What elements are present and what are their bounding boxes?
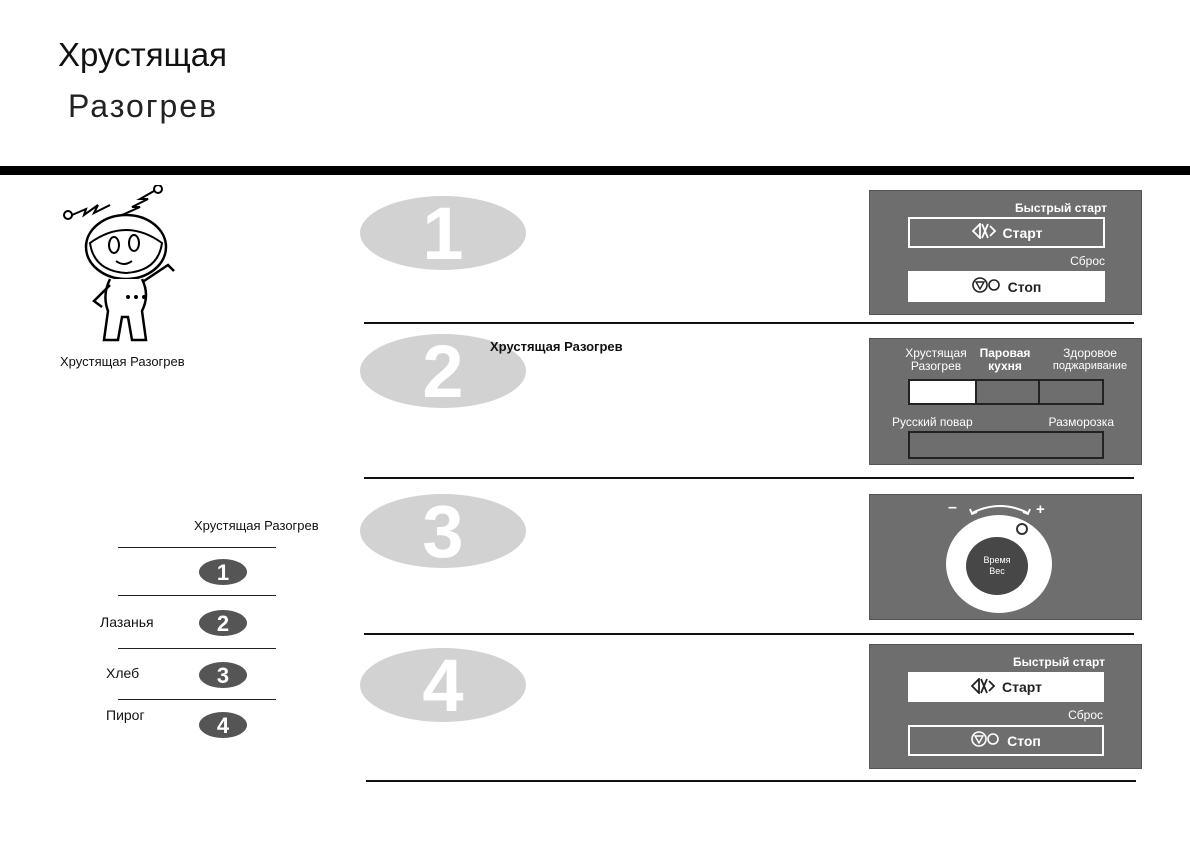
svg-text:2: 2 bbox=[216, 611, 230, 636]
start-button[interactable]: Старт bbox=[908, 217, 1105, 248]
food-table-header: Хрустящая Разогрев bbox=[194, 518, 319, 533]
dial-indicator-icon bbox=[1016, 523, 1028, 535]
food-item-bread: Хлеб bbox=[106, 665, 140, 681]
svg-text:1: 1 bbox=[216, 560, 230, 585]
healthy-grill-label: Здоровое поджаривание bbox=[1052, 346, 1128, 372]
svg-text:3: 3 bbox=[216, 663, 230, 688]
quick-start-label: Быстрый старт bbox=[1013, 655, 1105, 669]
step-4-oval bbox=[360, 648, 526, 722]
control-panel-start-stop bbox=[869, 190, 1142, 315]
food-item-lasagna: Лазанья bbox=[100, 614, 154, 630]
stop-button[interactable]: Стоп bbox=[908, 271, 1105, 302]
svg-text:2: 2 bbox=[422, 334, 464, 408]
cooking-mode-buttons bbox=[908, 379, 1104, 405]
number-badge bbox=[199, 559, 247, 585]
mascot-illustration bbox=[58, 185, 188, 355]
number-badge bbox=[199, 662, 247, 688]
crispy-reheat-button[interactable] bbox=[910, 381, 975, 403]
control-panel-dial bbox=[869, 494, 1142, 620]
russian-chef-label: Русский повар bbox=[892, 415, 973, 429]
mascot-caption: Хрустящая Разогрев bbox=[60, 354, 185, 369]
step-divider bbox=[364, 322, 1134, 324]
table-divider bbox=[118, 595, 276, 596]
crispy-reheat-label: Хрустящая Разогрев bbox=[905, 346, 967, 373]
number-badge bbox=[199, 712, 247, 738]
steam-cooking-button[interactable] bbox=[975, 381, 1038, 403]
table-divider bbox=[118, 547, 276, 548]
steam-cooking-label: Паровая кухня bbox=[979, 346, 1031, 373]
russian-chef-defrost-button[interactable] bbox=[908, 431, 1104, 459]
control-panel-start-stop-2 bbox=[869, 644, 1142, 769]
stop-button[interactable]: Стоп bbox=[908, 725, 1104, 756]
page-subtitle: Разогрев bbox=[68, 88, 219, 124]
svg-text:4: 4 bbox=[422, 648, 464, 722]
table-divider bbox=[118, 648, 276, 649]
start-icon bbox=[970, 678, 996, 697]
defrost-label: Разморозка bbox=[1048, 415, 1114, 429]
food-item-pie: Пирог bbox=[106, 707, 145, 723]
control-panel-cooking-modes bbox=[869, 338, 1142, 465]
start-button[interactable]: Старт bbox=[908, 672, 1104, 702]
step-divider bbox=[364, 633, 1134, 635]
number-badge bbox=[199, 610, 247, 636]
svg-text:1: 1 bbox=[422, 196, 464, 270]
page-title: Хрустящая bbox=[58, 36, 227, 73]
step-3-oval bbox=[360, 494, 526, 568]
minus-label: – bbox=[948, 499, 957, 516]
healthy-grill-button[interactable] bbox=[1038, 381, 1102, 403]
table-divider bbox=[118, 699, 276, 700]
plus-label: + bbox=[1036, 501, 1045, 518]
dial-knob[interactable]: Время Вес bbox=[966, 537, 1028, 595]
step-divider bbox=[366, 780, 1136, 782]
reset-label: Сброс bbox=[1070, 254, 1105, 268]
svg-text:3: 3 bbox=[422, 494, 464, 568]
step-1-oval bbox=[360, 196, 526, 270]
reset-label: Сброс bbox=[1068, 708, 1103, 722]
stop-icon bbox=[971, 731, 1001, 750]
stop-icon bbox=[972, 277, 1002, 296]
step-divider bbox=[364, 477, 1134, 479]
header-divider bbox=[0, 166, 1190, 175]
start-icon bbox=[971, 223, 997, 242]
svg-text:4: 4 bbox=[216, 713, 230, 738]
step-2-label: Хрустящая Разогрев bbox=[490, 339, 623, 354]
quick-start-label: Быстрый старт bbox=[1015, 201, 1107, 215]
